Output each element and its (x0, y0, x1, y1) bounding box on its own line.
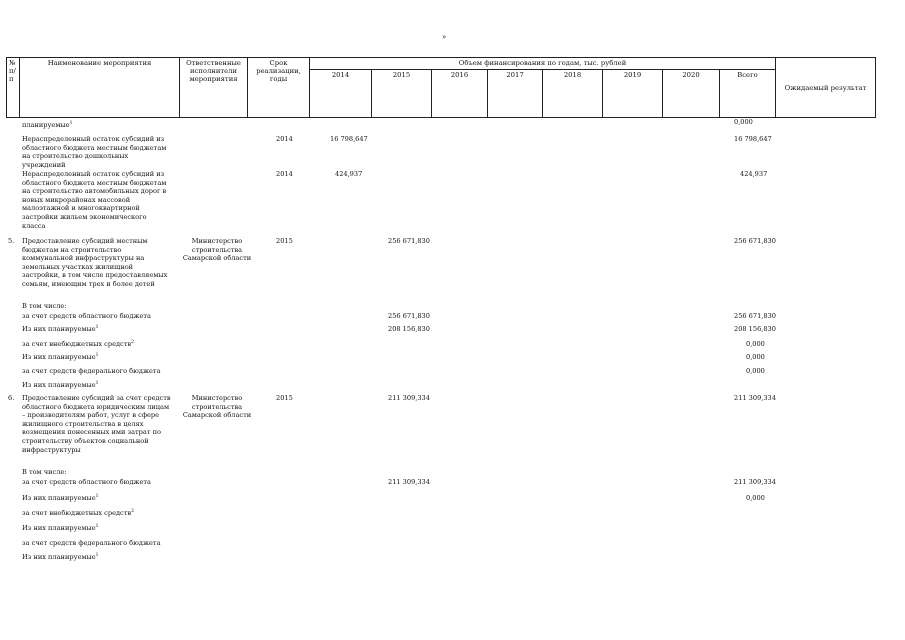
header-year-2018: 2018 (543, 70, 603, 118)
row-total: 0,000 (746, 340, 765, 348)
row-total: 0,000 (746, 353, 765, 361)
row-term: 2014 (276, 170, 293, 178)
row-number: 5. (8, 237, 15, 245)
header-year-2017: 2017 (488, 70, 543, 118)
header-year-2019: 2019 (603, 70, 663, 118)
header-financing: Объем финансирования по годам, тыс. рублей (310, 58, 776, 70)
header-name: Наименование мероприятия (20, 58, 180, 118)
row-label: за счет средств областного бюджета (22, 312, 151, 320)
header-term: Срок реализации, годы (248, 58, 310, 118)
header-result: Ожидаемый результат (776, 58, 876, 118)
row-label: за счет внебюджетных средств$^2$ (22, 508, 134, 517)
row-value-2015: 256 671,830 (388, 237, 430, 245)
row-label: Из них планируемые$^1$ (22, 352, 99, 361)
row-label: Нераспределенный остаток субсидий из областного бюджета местным бюджетам на строительство автомобильных дорог в новых микрорайонах массовой малоэтажной и многоквартирной застройки жильем экономического класса (22, 170, 167, 230)
header-year-2014: 2014 (310, 70, 372, 118)
row-label: Из них планируемые$^1$ (22, 324, 99, 333)
row-total: 256 671,830 (734, 312, 776, 320)
row-label: Из них планируемые$^1$ (22, 380, 99, 389)
row-value-2015: 211 309,334 (388, 478, 430, 486)
row-value-2015: 256 671,830 (388, 312, 430, 320)
row-value-2014: 16 798,647 (330, 135, 368, 143)
header-table (6, 57, 876, 118)
header-year-2015: 2015 (372, 70, 432, 118)
row-total: 208 156,830 (734, 325, 776, 333)
header-num: № п/п (7, 58, 20, 118)
row-term: 2015 (276, 394, 293, 402)
row-total: 16 798,647 (734, 135, 772, 143)
header-year-2020: 2020 (663, 70, 720, 118)
sub-heading: В том числе: (22, 302, 67, 310)
row-executor: Министерство строительства Самарской области (182, 394, 252, 420)
row-label: Из них планируемые$^1$ (22, 493, 99, 502)
row-label: за счет средств федерального бюджета (22, 367, 161, 375)
row-total: 211 309,334 (734, 394, 776, 402)
row-label: за счет средств областного бюджета (22, 478, 151, 486)
row-total: 0,000 (734, 118, 753, 126)
row-total: 424,937 (740, 170, 768, 178)
row-term: 2014 (276, 135, 293, 143)
row-total: 0,000 (746, 367, 765, 375)
header-total: Всего (720, 70, 776, 118)
row-label: за счет средств федерального бюджета (22, 539, 161, 547)
header-year-2016: 2016 (432, 70, 488, 118)
row-number: 6. (8, 394, 15, 402)
row-label: Из них планируемые$^1$ (22, 523, 99, 532)
row-label: Предоставление субсидий за счет средств областного бюджета юридическим лицам – производителям работ, услуг в сфере жилищного строительства в целях возмещения понесенных ими затрат по строительству объектов социальной инфраструктуры (22, 394, 171, 454)
row-total: 0,000 (746, 494, 765, 502)
page-mark: » (442, 33, 447, 41)
row-label: Нераспределенный остаток субсидий из областного бюджета местным бюджетам на строительство дошкольных учреждений (22, 135, 167, 169)
row-value-2015: 211 309,334 (388, 394, 430, 402)
row-label: за счет внебюджетных средств$^2$ (22, 339, 134, 348)
header-executors: Ответственные исполнители мероприятия (180, 58, 248, 118)
row-label: Предоставление субсидий местным бюджетам на строительство коммунальной инфраструктуры на земельных участках жилищной застройки, в том числе предоставляемых семьям, имеющим трех и более детей (22, 237, 168, 288)
sub-heading: В том числе: (22, 468, 67, 476)
row-value-2014: 424,937 (335, 170, 363, 178)
row-total: 211 309,334 (734, 478, 776, 486)
row-executor: Министерство строительства Самарской области (182, 237, 252, 263)
row-value-2015: 208 156,830 (388, 325, 430, 333)
row-label: Из них планируемые$^1$ (22, 552, 99, 561)
row-label: планируемые$^1$ (22, 120, 73, 129)
row-term: 2015 (276, 237, 293, 245)
row-total: 256 671,830 (734, 237, 776, 245)
